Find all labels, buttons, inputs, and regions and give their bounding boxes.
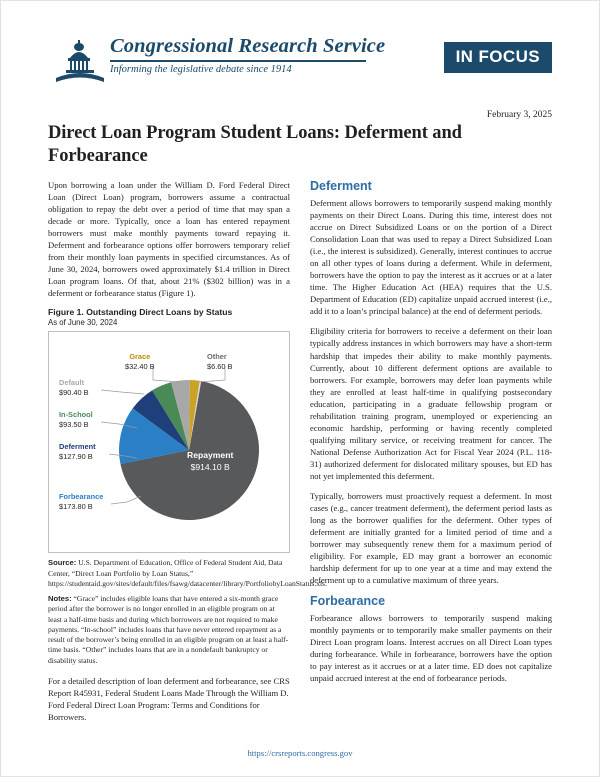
crs-reports-link[interactable]: https://crsreports.congress.gov: [247, 748, 353, 758]
deferment-paragraph-3: Typically, borrowers must proactively request a deferment. In most cases (e.g., cancer treatment deferment), the deferment period lasts as long as the borrower qualifies for the deferment. Other types of deferment are initially granted for a limited period of time and a borrower may subsequently renew them for a maximum period of eligibility. For example, ED may grant a borrower an economic hardship deferment for up to one year at a time and may extend the deferment up to a cumulative maximum of three years.: [310, 490, 552, 586]
pie-label-in-school: In-School $93.50 B: [59, 410, 93, 429]
deferment-paragraph-1: Deferment allows borrowers to temporarily suspend making monthly payments on their Direct Loans. During this time, interest does not accrue on Direct Subsidized Loans or on the portion of a Direct Consolidation Loan that was used to repay a Direct Subsidized Loan (i.e., the interest is subsidized). Generally, interest continues to accrue on all other types of loans during a deferment. While in deferment, borrowers have the option to pay the interest as it accrues or at a later time. The Higher Education Act (HEA) requires that the U.S. Department of Education (ED) capitalize unpaid accrued interest (i.e., add it to a loan’s principal balance) at the end of deferment periods.: [310, 198, 552, 317]
in-focus-badge: IN FOCUS: [444, 42, 552, 73]
source-text: U.S. Department of Education, Office of Federal Student Aid, Data Center, “Direct Loan Portfolio by Loan Status,” https://studentaid.gov/sites/default/files/fsawg/datacenter/library/PortfoliobyLoanStatus.xls.: [48, 558, 328, 588]
footer: [0, 743, 600, 761]
pie-label-deferment: Deferment $127.90 B: [59, 442, 96, 461]
deferment-heading: Deferment: [310, 179, 372, 194]
header-rule: [110, 60, 366, 62]
pie-label-grace: Grace $32.40 B: [125, 352, 155, 371]
notes-label: Notes:: [48, 594, 72, 604]
pie-label-repayment: Repayment $914.10 B: [187, 450, 234, 472]
source-label: Source:: [48, 558, 77, 568]
right-column: [310, 179, 552, 723]
document-header: [48, 30, 552, 92]
org-title: Congressional Research Service: [110, 35, 386, 57]
crs-title-block: [110, 36, 385, 75]
forbearance-paragraph-1: Forbearance allows borrowers to temporarily suspend making monthly payments or to temporarily make smaller payments on their Direct Loan program loans. Interest accrues on all Direct Loan types during forbearance. While in forbearance, borrowers have the option to pay interest as it accrues or at a later time. ED does not capitalize unpaid accrued interest at the end of forbearance periods.: [310, 613, 552, 684]
figure-source: [48, 558, 328, 589]
pie-label-other: Other $6.60 B: [207, 352, 233, 371]
page-title: Direct Loan Program Student Loans: Deferment and Forbearance: [48, 123, 462, 166]
figure-title: Figure 1. Outstanding Direct Loans by Status: [48, 307, 233, 318]
pie-label-forbearance: Forbearance $173.80 B: [59, 492, 104, 511]
figure-1-pie-chart: [48, 331, 290, 553]
org-tagline: Informing the legislative debate since 1914: [110, 63, 292, 75]
after-figure-paragraph: For a detailed description of loan deferment and forbearance, see CRS Report R45931, Federal Student Loans Made Through the William D. Ford Federal Direct Loan Program: Terms and Conditions for Borrowers.: [48, 675, 290, 723]
deferment-paragraph-2: Eligibility criteria for borrowers to receive a deferment on their loan typically address instances in which borrowers may have a short-term hardship that impedes their ability to make monthly payments. Currently, about 10 different deferment options are available to borrowers. For example, borrowers may defer loan payments while they are enrolled at least half-time in qualifying postsecondary education, participating in a graduate fellowship program or rehabilitation training program, unemployed or experiencing an economic hardship, performing or having recently completed qualifying military service, or receiving treatment for cancer. The National Defense Authorization Act for Fiscal Year 2024 (P.L. 118-31) authorized deferment for dislocated military spouses, but ED has not yet implemented this deferment.: [310, 326, 552, 481]
forbearance-heading: Forbearance: [310, 594, 386, 609]
figure-notes: [48, 594, 290, 666]
figure-subtitle: As of June 30, 2024: [48, 318, 118, 328]
pie-label-default: Default $90.40 B: [59, 378, 89, 397]
publication-date: February 3, 2025: [486, 110, 552, 120]
notes-text: “Grace” includes eligible loans that have entered a six-month grace period after the borrower is no longer enrolled in an eligible program on at least a half-time basis and during which borrowers are not required to make payments. “In-school” includes loans that have never entered repayment as a result of the borrower’s being enrolled in an eligible program on at least a half-time basis. “Other” includes loans that are in a nondefault bankruptcy or disability status.: [48, 594, 289, 665]
body-columns: [48, 179, 552, 723]
intro-paragraph: Upon borrowing a loan under the William D. Ford Federal Direct Loan (Direct Loan) program, borrowers assume a contractual obligation to repay the debt over a period of time that may span a decade or more. Typically, once a loan has entered repayment borrowers must make monthly payments toward repaying it. Deferment and forbearance options offer borrowers temporary relief from their monthly loan payments in specified circumstances. As of June 30, 2024, borrowers owed approximately $1.4 trillion in Direct Loan program loans. Of that, about 21% ($302 billion) was in a deferment or forbearance status (Figure 1).: [48, 180, 290, 299]
crs-dome-logo-icon: [54, 38, 106, 84]
left-column: [48, 179, 328, 723]
